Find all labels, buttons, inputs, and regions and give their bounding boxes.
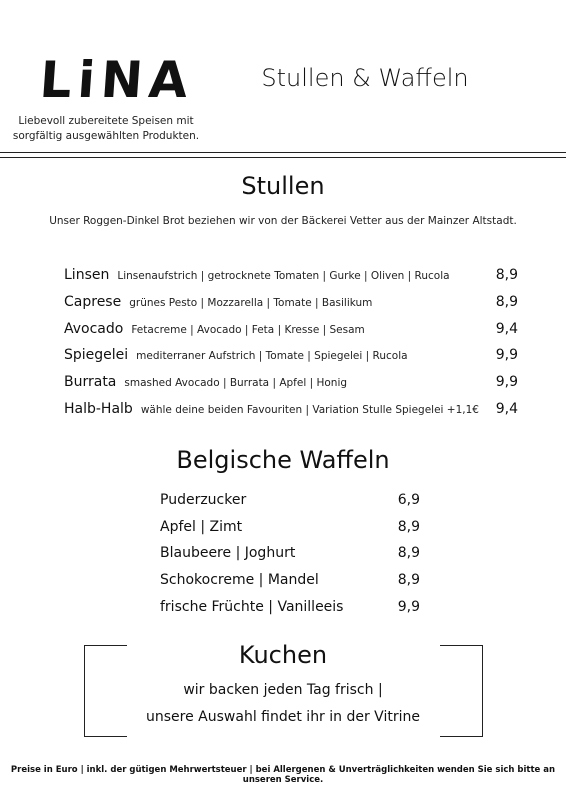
brand-tagline — [8, 114, 204, 144]
item-name: frische Früchte | Vanilleeis — [160, 599, 344, 615]
item-name: Linsen Linsenaufstrich | getrocknete Tomaten | Gurke | Oliven | Rucola — [64, 267, 450, 283]
page-title: Stullen & Waffeln — [261, 64, 469, 92]
stullen-intro: Unser Roggen-Dinkel Brot beziehen wir von der Bäckerei Vetter aus der Mainzer Altstadt. — [49, 215, 517, 227]
item-price: 8,9 — [397, 519, 420, 535]
stullen-item — [64, 292, 518, 312]
item-desc: Fetacreme | Avocado | Feta | Kresse | Sesam — [131, 324, 365, 336]
header-divider-bottom — [0, 157, 566, 158]
stullen-item — [64, 345, 518, 365]
item-name: Blaubeere | Joghurt — [160, 545, 296, 561]
stullen-item — [64, 399, 518, 419]
item-desc: wähle deine beiden Favouriten | Variation Stulle Spiegelei +1,1€ — [140, 404, 479, 416]
kuchen-line-1: wir backen jeden Tag frisch | — [183, 682, 383, 698]
kuchen-line-2: unsere Auswahl findet ihr in der Vitrine — [146, 709, 420, 725]
item-name: Halb-Halb wähle deine beiden Favouriten | Variation Stulle Spiegelei +1,1€ — [64, 401, 479, 417]
item-price: 9,9 — [397, 599, 420, 615]
stullen-item — [64, 319, 518, 339]
item-price: 9,4 — [495, 401, 518, 417]
item-name: Avocado Fetacreme | Avocado | Feta | Kresse | Sesam — [64, 321, 365, 337]
tagline-line-1: Liebevoll zubereitete Speisen mit — [18, 115, 194, 127]
item-price: 8,9 — [397, 545, 420, 561]
item-price: 9,9 — [495, 347, 518, 363]
item-price: 8,9 — [495, 267, 518, 283]
kuchen-title: Kuchen — [238, 641, 328, 669]
tagline-line-2: sorgfältig ausgewählten Produkten. — [12, 130, 200, 142]
item-name: Spiegelei mediterraner Aufstrich | Tomate | Spiegelei | Rucola — [64, 347, 408, 363]
item-desc: mediterraner Aufstrich | Tomate | Spiegelei | Rucola — [136, 350, 408, 362]
item-price: 6,9 — [397, 492, 420, 508]
item-name: Apfel | Zimt — [160, 519, 243, 535]
waffel-item — [160, 490, 420, 510]
item-price: 8,9 — [495, 294, 518, 310]
item-name: Caprese grünes Pesto | Mozzarella | Tomate | Basilikum — [64, 294, 373, 310]
waffel-item — [160, 517, 420, 537]
waffel-item — [160, 597, 420, 617]
item-price: 9,4 — [495, 321, 518, 337]
item-name: Puderzucker — [160, 492, 247, 508]
stullen-item — [64, 372, 518, 392]
item-price: 9,9 — [495, 374, 518, 390]
item-price: 8,9 — [397, 572, 420, 588]
waffel-item — [160, 570, 420, 590]
item-name: Burrata smashed Avocado | Burrata | Apfel | Honig — [64, 374, 348, 390]
waffeln-title: Belgische Waffeln — [176, 446, 390, 474]
item-desc: grünes Pesto | Mozzarella | Tomate | Basilikum — [129, 297, 373, 309]
brand-logo: LiNA — [37, 51, 196, 109]
item-desc: smashed Avocado | Burrata | Apfel | Honig — [124, 377, 348, 389]
item-name: Schokocreme | Mandel — [160, 572, 319, 588]
stullen-title: Stullen — [241, 172, 325, 200]
header-divider-top — [0, 152, 566, 153]
item-desc: Linsenaufstrich | getrocknete Tomaten | Gurke | Oliven | Rucola — [117, 270, 450, 282]
stullen-item — [64, 265, 518, 285]
waffel-item — [160, 543, 420, 563]
footer-note: Preise in Euro | inkl. der gütigen Mehrwertsteuer | bei Allergenen & Unverträglichkeiten wenden Sie sich bitte an unseren Service. — [10, 765, 556, 785]
